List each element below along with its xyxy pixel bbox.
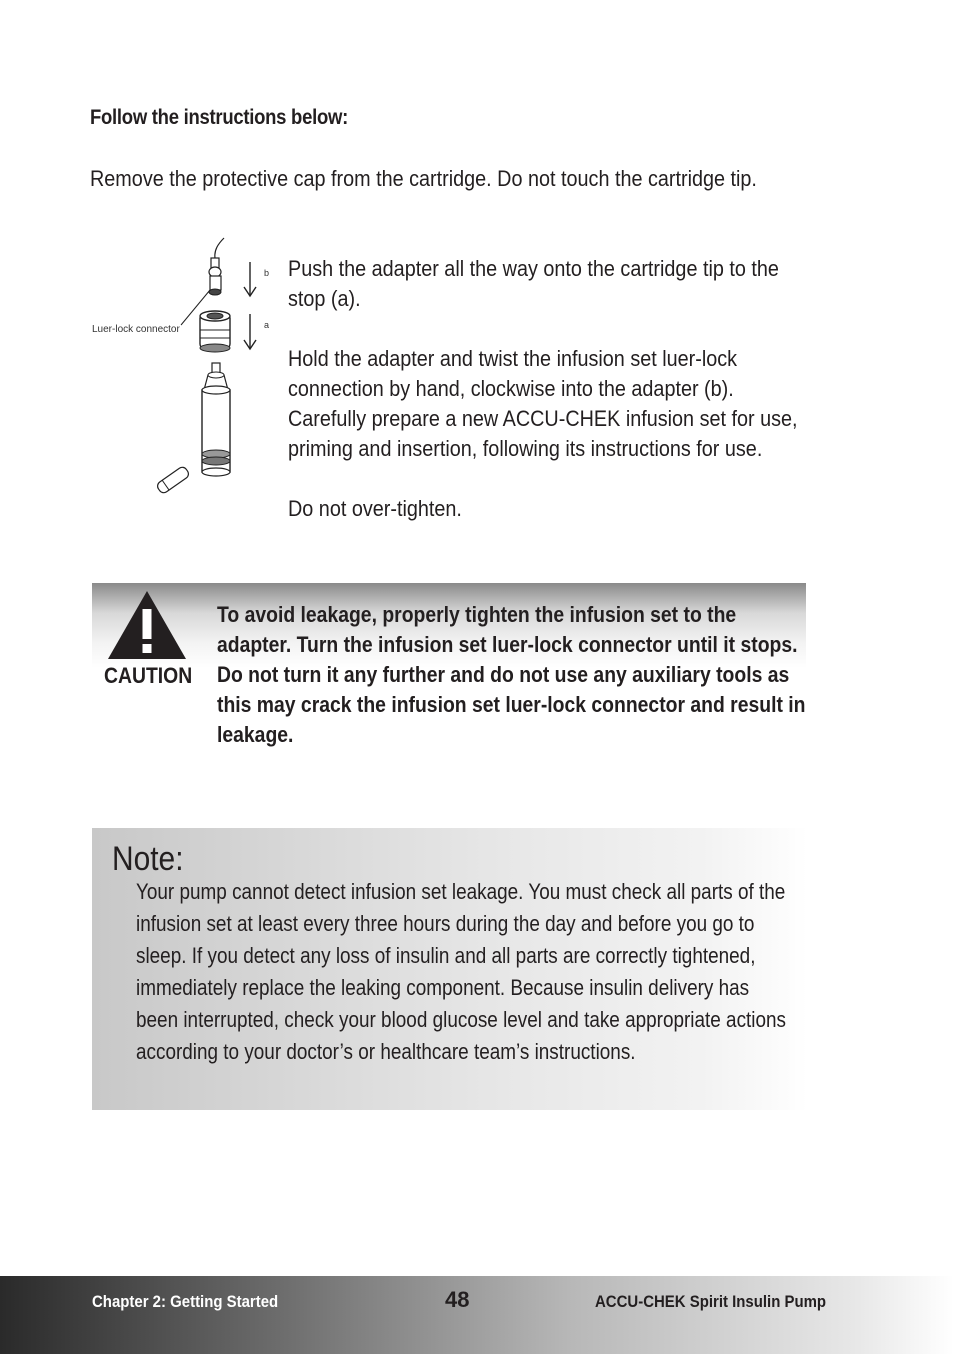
note-title: Note: xyxy=(112,840,184,878)
warning-triangle-icon xyxy=(106,589,188,661)
note-box xyxy=(92,828,808,1110)
cartridge-icon xyxy=(202,363,230,476)
note-text: Your pump cannot detect infusion set leakage. You must check all parts of the infusion set at least every three hours during the day and before you go to sleep. If you detect any loss of insulin and all parts are correctly tightened, immediately replace the leaking component. Because insulin delivery has been interrupted, check your blood glucose level and take appropriate actions according to your doctor’s or healthcare team’s instructions. xyxy=(136,879,787,1064)
step-text: Push the adapter all the way onto the cartridge tip to the stop (a). xyxy=(288,256,779,311)
protective-cap-icon xyxy=(156,465,191,494)
arrow-down-icon xyxy=(244,314,256,349)
instruction-steps xyxy=(288,254,803,554)
caution-label: CAUTION xyxy=(104,663,193,688)
page-footer xyxy=(0,1276,954,1354)
footer-product: ACCU-CHEK Spirit Insulin Pump xyxy=(595,1292,827,1311)
step-text: Hold the adapter and twist the infusion set luer-lock connection by hand, clockwise into the adapter (b). Carefully prepare a new ACCU-CHEK infusion set for use, priming and insertion, following its instructions for use. xyxy=(288,346,798,461)
caution-text: To avoid leakage, properly tighten the infusion set to the adapter. Turn the infusion set luer-lock connector until it stops. Do not turn it any further and do not use any auxiliary tools as this may crack the infusion set luer-lock connector and result in leakage. xyxy=(217,602,806,747)
caution-box xyxy=(92,583,806,758)
luer-lock-connector-icon xyxy=(209,258,221,295)
step-text: Do not over-tighten. xyxy=(288,496,462,521)
connector-label: Luer-lock connector xyxy=(92,324,180,335)
label-a: a xyxy=(264,320,270,330)
page-number: 48 xyxy=(445,1287,470,1312)
adapter-icon xyxy=(200,311,230,352)
label-b: b xyxy=(264,268,270,278)
arrow-down-icon xyxy=(244,262,256,296)
intro-text: Remove the protective cap from the cartridge. Do not touch the cartridge tip. xyxy=(90,166,757,191)
section-heading: Follow the instructions below: xyxy=(90,106,348,129)
footer-chapter: Chapter 2: Getting Started xyxy=(92,1292,279,1311)
cartridge-adapter-illustration xyxy=(88,230,288,505)
